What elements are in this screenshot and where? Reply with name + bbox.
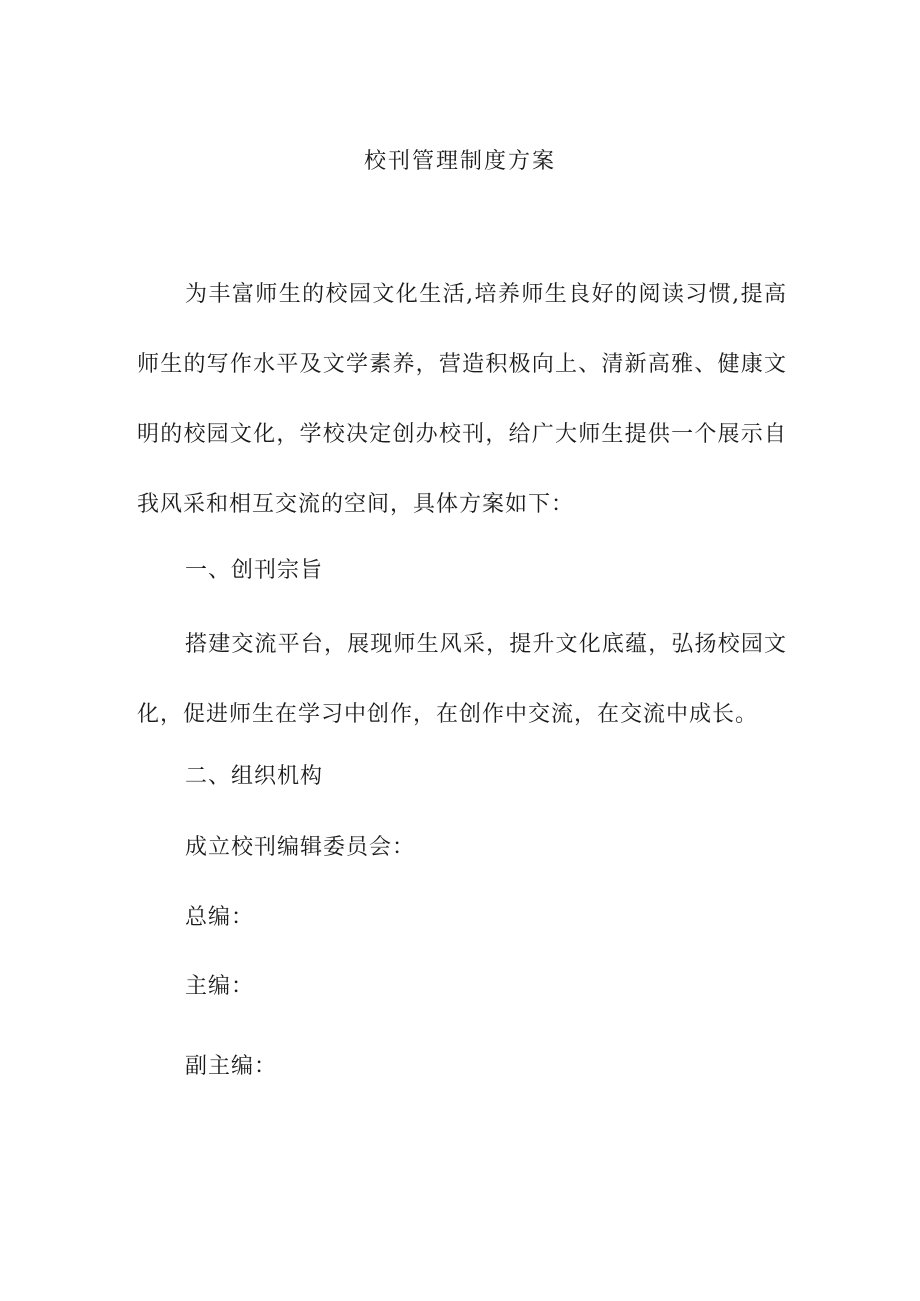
- deputy-editor-label: 副主编：: [185, 1054, 278, 1079]
- section2-heading: 二、组织机构: [185, 764, 324, 789]
- document-title: 校刊管理制度方案: [363, 149, 556, 174]
- intro-paragraph: 为丰富师生的校园文化生活,培养师生良好的阅读习惯,提高师生的写作水平及文学素养，营造积极向上、清新高雅、健康文明的校园文化，学校决定创办校刊，给广大师生提供一个展示自我风采和相互交流的空间，具体方案如下：: [137, 282, 787, 517]
- section1-heading: 一、创刊宗旨: [185, 558, 324, 583]
- editor-label: 主编：: [185, 974, 255, 999]
- chief-editor-label: 总编：: [185, 905, 255, 930]
- committee-line: 成立校刊编辑委员会：: [185, 835, 416, 860]
- section1-paragraph: 搭建交流平台，展现师生风采，提升文化底蕴，弘扬校园文化，促进师生在学习中创作，在创作中交流，在交流中成长。: [137, 632, 787, 727]
